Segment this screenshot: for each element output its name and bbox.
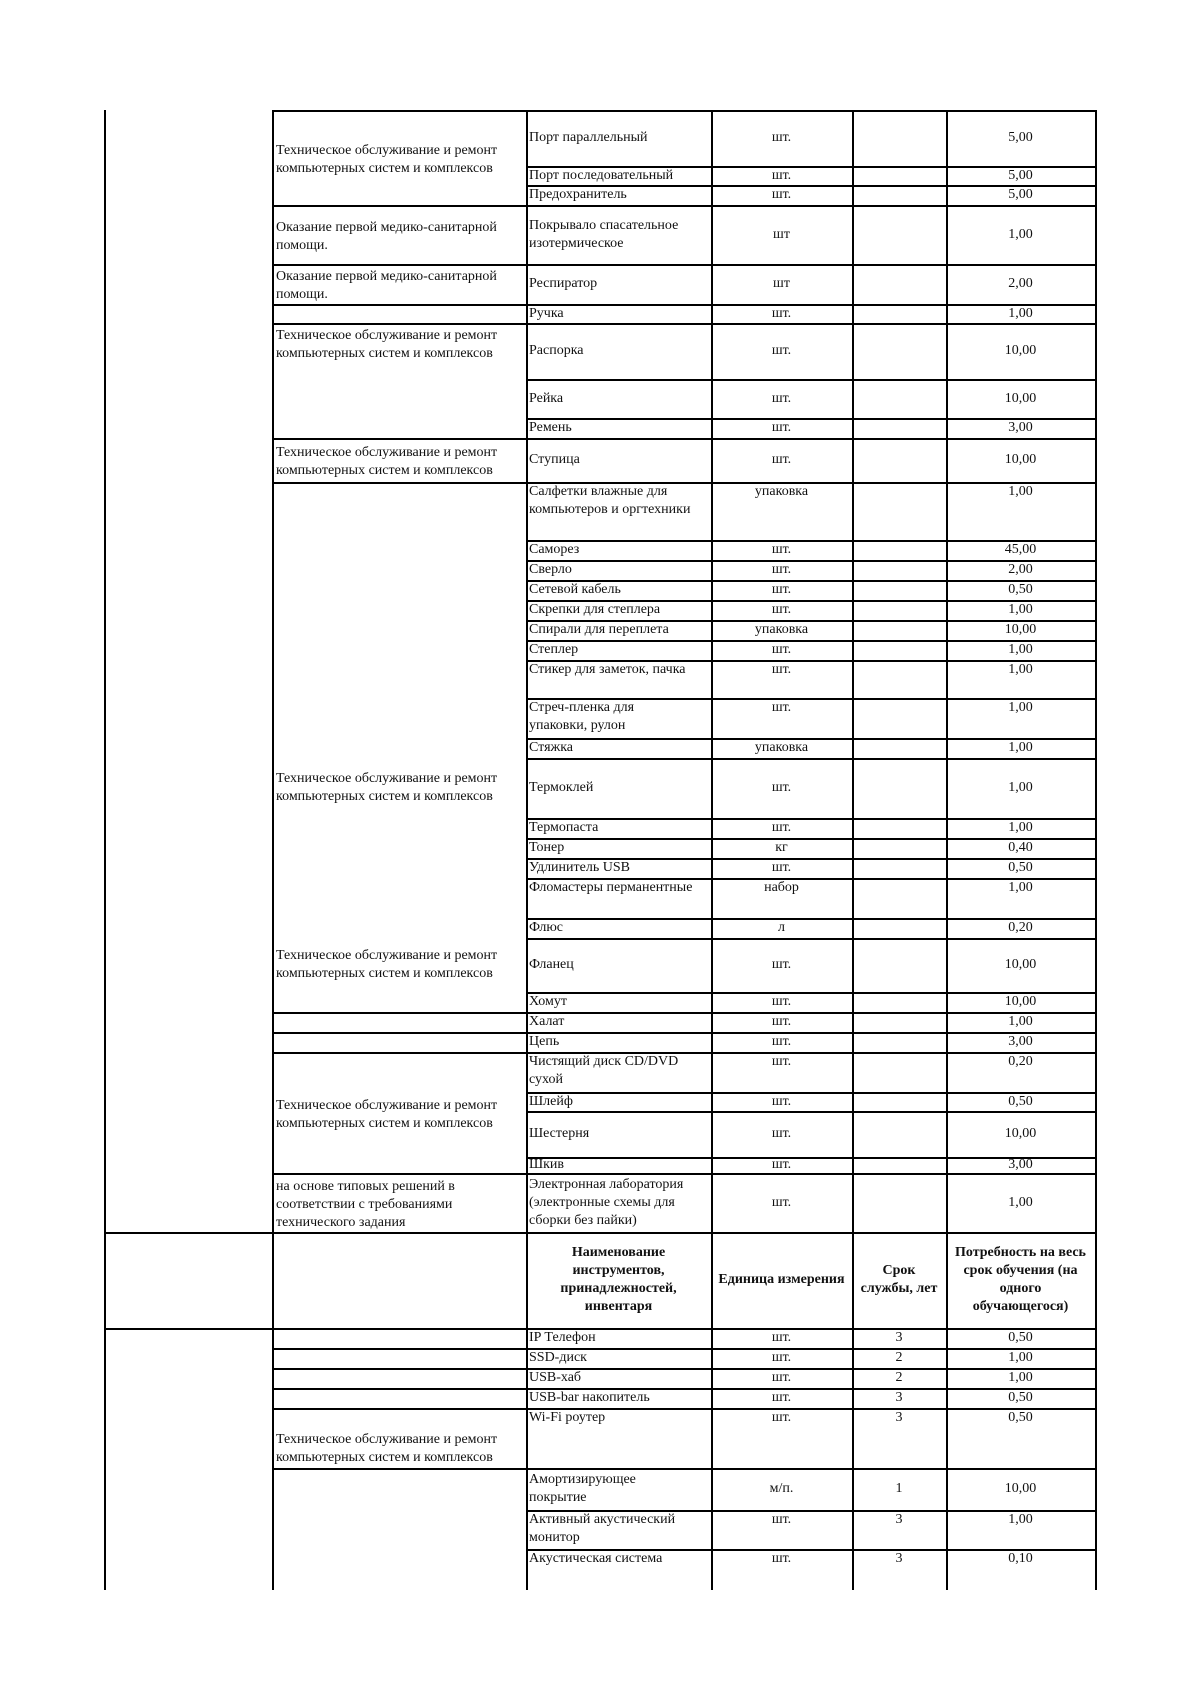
item-name: Стреч-пленка для упаковки, рулон	[529, 700, 635, 733]
item-life	[852, 738, 946, 758]
item-life	[852, 600, 946, 620]
tool-quantity: 0,10	[1008, 1551, 1033, 1566]
table-border	[526, 1232, 528, 1590]
item-life	[852, 640, 946, 660]
tool-quantity: 1,00	[1008, 1350, 1033, 1365]
item-name: Чистящий диск CD/DVD сухой	[529, 1054, 679, 1087]
item-unit: шт.	[771, 562, 792, 577]
item-name: Степлер	[529, 642, 579, 657]
item-quantity: 1,00	[1008, 602, 1033, 617]
item-name: Хомут	[529, 994, 567, 1009]
tool-name: USB-bar накопитель	[529, 1390, 650, 1405]
item-life	[852, 540, 946, 560]
item-unit: набор	[764, 880, 799, 895]
item-name: Ремень	[529, 420, 572, 435]
item-life	[852, 1173, 946, 1232]
item-quantity: 0,40	[1008, 840, 1033, 855]
item-unit: упаковка	[754, 484, 809, 499]
item-life	[852, 838, 946, 858]
tool-life: 3	[895, 1410, 903, 1425]
item-life	[852, 379, 946, 418]
tool-unit: шт.	[771, 1410, 792, 1425]
item-quantity: 5,00	[1008, 187, 1033, 202]
item-quantity: 1,00	[1008, 1194, 1033, 1210]
tool-life: 3	[895, 1551, 903, 1566]
item-quantity: 3,00	[1008, 420, 1033, 435]
item-quantity: 10,00	[1004, 1126, 1037, 1141]
item-life	[852, 1157, 946, 1173]
tools-header-unit: Единица измерения	[718, 1272, 845, 1287]
item-life	[852, 758, 946, 818]
item-name: Стикер для заметок, пачка	[529, 662, 686, 677]
item-name: Спирали для переплета	[529, 622, 669, 637]
tool-unit: м/п.	[769, 1481, 794, 1496]
item-unit: шт.	[771, 860, 792, 875]
item-unit: шт.	[771, 780, 792, 795]
item-quantity: 0,20	[1008, 920, 1033, 935]
item-quantity: 1,00	[1008, 662, 1033, 677]
item-unit: шт.	[771, 994, 792, 1009]
item-life	[852, 110, 946, 166]
item-life	[852, 418, 946, 438]
item-name: Салфетки влажные для компьютеров и оргтехники	[529, 484, 691, 517]
item-unit: шт.	[771, 167, 792, 183]
item-life	[852, 205, 946, 264]
item-life	[852, 264, 946, 304]
tool-name: SSD-диск	[529, 1350, 587, 1365]
tool-unit: шт.	[771, 1551, 792, 1566]
table-border	[1095, 1232, 1097, 1590]
tool-life: 1	[895, 1481, 903, 1496]
tool-life: 3	[895, 1390, 903, 1405]
item-name: Рейка	[529, 390, 564, 406]
item-life	[852, 858, 946, 878]
item-quantity: 1,00	[1008, 1014, 1033, 1029]
tool-life: 3	[895, 1512, 903, 1527]
item-unit: л	[778, 920, 785, 935]
activity-cell: Техническое обслуживание и ремонт компьютерных систем и комплексов	[276, 948, 498, 981]
item-name: Шестерня	[529, 1126, 590, 1141]
item-name: Тонер	[529, 840, 565, 855]
item-quantity: 10,00	[1004, 390, 1037, 406]
item-quantity: 2,00	[1008, 276, 1033, 291]
item-life	[852, 1012, 946, 1032]
item-life	[852, 620, 946, 640]
item-unit: шт.	[771, 343, 792, 358]
tool-unit: шт.	[771, 1330, 792, 1345]
item-quantity: 1,00	[1008, 880, 1033, 895]
tools-header-need: Потребность на весь срок обучения (на одного обучающегося)	[955, 1245, 1086, 1314]
tool-unit: шт.	[771, 1350, 792, 1365]
tool-unit: шт.	[771, 1512, 792, 1527]
tool-name: USB-хаб	[529, 1370, 582, 1385]
tool-name: IP Телефон	[529, 1330, 596, 1345]
item-unit: шт.	[771, 1194, 792, 1210]
item-unit: шт.	[771, 662, 792, 677]
tool-quantity: 0,50	[1008, 1330, 1033, 1345]
table-border	[272, 1232, 274, 1590]
item-quantity: 10,00	[1004, 957, 1037, 972]
item-quantity: 1,00	[1008, 740, 1033, 755]
item-unit: шт.	[771, 957, 792, 972]
item-name: Предохранитель	[529, 187, 627, 202]
item-life	[852, 918, 946, 938]
item-life	[852, 438, 946, 482]
item-name: Порт последовательный	[529, 167, 674, 183]
item-unit: шт	[773, 226, 790, 242]
item-quantity: 2,00	[1008, 562, 1033, 577]
item-unit: шт.	[771, 582, 792, 597]
activity-cell: Оказание первой медико-санитарной помощи.	[276, 269, 497, 302]
item-unit: шт.	[771, 1034, 792, 1049]
item-name: Покрывало спасательное изотермическое	[529, 217, 679, 251]
activity-cell: Техническое обслуживание и ремонт компьютерных систем и комплексов	[276, 328, 498, 361]
item-unit: шт.	[771, 602, 792, 617]
item-quantity: 3,00	[1008, 1157, 1033, 1172]
item-quantity: 1,00	[1008, 700, 1033, 715]
item-quantity: 0,50	[1008, 860, 1033, 875]
item-name: Шлейф	[529, 1093, 573, 1109]
item-name: Халат	[529, 1014, 565, 1029]
item-quantity: 5,00	[1008, 167, 1033, 183]
item-life	[852, 1111, 946, 1157]
activity-cell: Техническое обслуживание и ремонт компьютерных систем и комплексов	[276, 142, 498, 176]
table-border	[272, 110, 274, 1232]
item-life	[852, 560, 946, 580]
item-name: Фломастеры перманентные	[529, 880, 693, 895]
item-quantity: 3,00	[1008, 1034, 1033, 1049]
item-name: Саморез	[529, 542, 580, 557]
tool-life: 3	[895, 1330, 903, 1345]
item-name: Сверло	[529, 562, 572, 577]
item-unit: шт.	[771, 130, 792, 145]
table-border	[1095, 110, 1097, 1232]
tool-name: Активный акустический монитор	[529, 1512, 676, 1545]
activity-cell: Техническое обслуживание и ремонт компьютерных систем и комплексов	[276, 771, 498, 804]
item-unit: шт.	[771, 452, 792, 467]
item-name: Термоклей	[529, 780, 594, 795]
table-border	[852, 110, 854, 1232]
item-life	[852, 992, 946, 1012]
item-unit: шт.	[771, 1126, 792, 1141]
item-unit: шт.	[771, 700, 792, 715]
item-name: Респиратор	[529, 276, 598, 291]
item-unit: шт.	[771, 1093, 792, 1109]
item-unit: кг	[775, 840, 788, 855]
item-unit: шт.	[771, 642, 792, 657]
item-quantity: 0,50	[1008, 1093, 1033, 1109]
item-unit: шт.	[771, 420, 792, 435]
item-name: Флюс	[529, 920, 564, 935]
item-life	[852, 1032, 946, 1052]
item-quantity: 1,00	[1008, 484, 1033, 499]
item-life	[852, 938, 946, 992]
item-quantity: 10,00	[1004, 452, 1037, 467]
tool-quantity: 1,00	[1008, 1370, 1033, 1385]
item-quantity: 0,50	[1008, 582, 1033, 597]
table-border	[526, 110, 528, 1232]
item-name: Цепь	[529, 1034, 560, 1049]
tool-name: Акустическая система	[529, 1551, 663, 1566]
item-life	[852, 185, 946, 205]
item-quantity: 5,00	[1008, 130, 1033, 145]
item-name: Распорка	[529, 343, 584, 358]
item-unit: упаковка	[754, 622, 809, 637]
item-quantity: 1,00	[1008, 820, 1033, 835]
tool-quantity: 0,50	[1008, 1410, 1033, 1425]
tool-unit: шт.	[771, 1370, 792, 1385]
item-name: Ступица	[529, 452, 580, 467]
item-quantity: 1,00	[1008, 305, 1033, 321]
table-border	[711, 110, 713, 1232]
item-unit: шт.	[771, 820, 792, 835]
item-name: Порт параллельный	[529, 130, 648, 145]
item-life	[852, 1092, 946, 1111]
activity-cell: Техническое обслуживание и ремонт компьютерных систем и комплексов	[276, 1432, 498, 1465]
item-name: Удлинитель USB	[529, 860, 630, 875]
tool-life: 2	[895, 1350, 903, 1365]
item-unit: шт.	[771, 1157, 792, 1172]
item-name: Скрепки для степлера	[529, 602, 661, 617]
tools-header-name: Наименование инструментов, принадлежностей, инвентаря	[560, 1245, 677, 1314]
item-unit: шт.	[771, 305, 792, 321]
item-unit: шт.	[771, 187, 792, 202]
tool-unit: шт.	[771, 1390, 792, 1405]
item-quantity: 10,00	[1004, 343, 1037, 358]
item-life	[852, 818, 946, 838]
item-name: Термопаста	[529, 820, 599, 835]
item-quantity: 1,00	[1008, 780, 1033, 795]
tool-life: 2	[895, 1370, 903, 1385]
item-unit: упаковка	[754, 740, 809, 755]
activity-cell: Техническое обслуживание и ремонт компьютерных систем и комплексов	[276, 1097, 498, 1131]
item-name: Шкив	[529, 1157, 565, 1172]
item-name: Электронная лаборатория (электронные схемы для сборки без пайки)	[529, 1176, 684, 1228]
tool-quantity: 0,50	[1008, 1390, 1033, 1405]
page-left-border	[104, 110, 106, 1590]
item-name: Стяжка	[529, 740, 574, 755]
item-quantity: 1,00	[1008, 226, 1033, 242]
item-quantity: 10,00	[1004, 622, 1037, 637]
item-life	[852, 304, 946, 323]
item-unit: шт.	[771, 390, 792, 406]
item-life	[852, 580, 946, 600]
tool-quantity: 10,00	[1004, 1481, 1037, 1496]
item-quantity: 10,00	[1004, 994, 1037, 1009]
tool-name: Wi-Fi роутер	[529, 1410, 606, 1425]
item-quantity: 45,00	[1004, 542, 1037, 557]
table-border	[946, 110, 948, 1232]
item-name: Фланец	[529, 957, 574, 972]
tools-header-life: Срок службы, лет	[860, 1263, 938, 1296]
activity-cell: на основе типовых решений в соответствии с требованиями технического задания	[276, 1178, 455, 1230]
tool-name: Амортизирующее покрытие	[529, 1472, 636, 1505]
item-unit: шт.	[771, 542, 792, 557]
item-unit: шт.	[771, 1054, 792, 1069]
tool-quantity: 1,00	[1008, 1512, 1033, 1527]
activity-cell: Оказание первой медико-санитарной помощи.	[276, 219, 497, 253]
item-name: Ручка	[529, 305, 564, 321]
item-life	[852, 323, 946, 379]
item-name: Сетевой кабель	[529, 582, 621, 597]
item-quantity: 0,20	[1008, 1054, 1033, 1069]
item-quantity: 1,00	[1008, 642, 1033, 657]
item-life	[852, 166, 946, 185]
activity-cell: Техническое обслуживание и ремонт компьютерных систем и комплексов	[276, 445, 498, 478]
item-unit: шт.	[771, 1014, 792, 1029]
item-unit: шт	[773, 276, 790, 291]
